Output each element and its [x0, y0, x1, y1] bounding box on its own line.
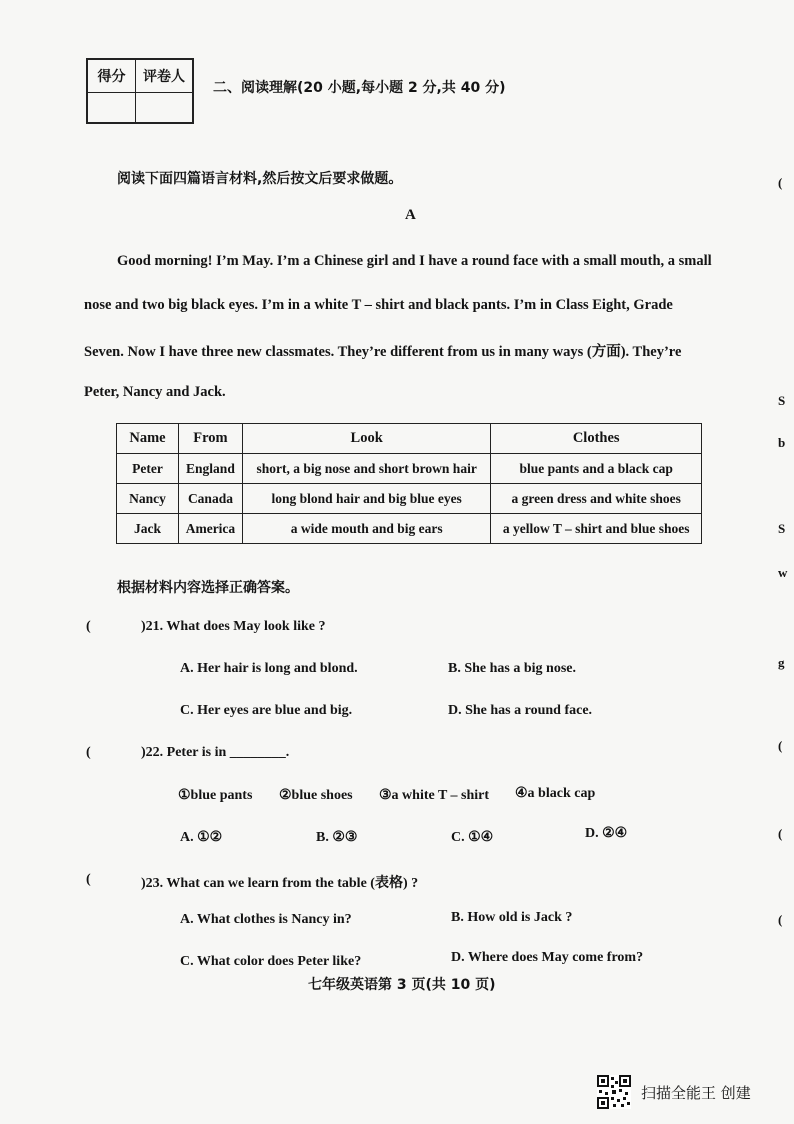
- option-a: A. What clothes is Nancy in?: [180, 912, 352, 927]
- passage-line: Peter, Nancy and Jack.: [84, 384, 226, 400]
- score-box: [86, 58, 194, 124]
- cell-clothes: a yellow T – shirt and blue shoes: [491, 514, 702, 544]
- option-a: A. Her hair is long and blond.: [180, 661, 358, 676]
- table-header-row: [117, 424, 702, 454]
- classmates-table: [116, 423, 702, 544]
- answer-paren: (: [86, 619, 91, 634]
- scanner-brand: 扫描全能王 创建: [641, 1084, 751, 1102]
- cell-from: America: [178, 514, 242, 544]
- cell-name: Peter: [117, 454, 179, 484]
- answer-paren: (: [86, 872, 91, 887]
- edge-mark: (: [778, 738, 783, 753]
- passage-line: Seven. Now I have three new classmates. They’re different from us in many ways (方面). They’re: [84, 344, 682, 360]
- edge-mark: g: [778, 655, 785, 670]
- question-21: )21. What does May look like ?: [141, 619, 326, 634]
- option-b: B. ②③: [316, 830, 358, 845]
- option-d: D. She has a round face.: [448, 703, 593, 718]
- edge-mark: w: [778, 565, 788, 580]
- cell-clothes: blue pants and a black cap: [491, 454, 702, 484]
- question-22: )22. Peter is in ________.: [141, 745, 290, 760]
- table-row: [117, 484, 702, 514]
- grader-label: 评卷人: [136, 60, 192, 93]
- qr-code-icon: [597, 1075, 631, 1109]
- edge-mark: (: [778, 826, 783, 841]
- cell-name: Nancy: [117, 484, 179, 514]
- page-footer: 七年级英语第 3 页(共 10 页): [308, 977, 496, 993]
- score-cell: [88, 93, 136, 122]
- reading-instruction: 阅读下面四篇语言材料,然后按文后要求做题。: [117, 171, 403, 187]
- item-1: ①blue pants: [178, 788, 253, 803]
- header-clothes: Clothes: [491, 424, 702, 454]
- option-d: D. ②④: [585, 826, 628, 841]
- option-c: C. ①④: [451, 830, 494, 845]
- cell-look: short, a big nose and short brown hair: [242, 454, 490, 484]
- option-b: B. She has a big nose.: [448, 661, 576, 676]
- header-from: From: [178, 424, 242, 454]
- question-23: )23. What can we learn from the table (表格) ?: [141, 876, 419, 891]
- cell-from: England: [178, 454, 242, 484]
- edge-mark: (: [778, 912, 783, 927]
- passage-letter: A: [405, 207, 416, 223]
- cell-look: a wide mouth and big ears: [242, 514, 490, 544]
- option-a: A. ①②: [180, 830, 223, 845]
- cell-name: Jack: [117, 514, 179, 544]
- section-title: 二、阅读理解(20 小题,每小题 2 分,共 40 分): [213, 80, 506, 96]
- cell-look: long blond hair and big blue eyes: [242, 484, 490, 514]
- answer-paren: (: [86, 745, 91, 760]
- edge-mark: S: [778, 393, 786, 408]
- option-b: B. How old is Jack ?: [451, 910, 573, 925]
- edge-mark: (: [778, 175, 783, 190]
- score-label: 得分: [88, 60, 136, 93]
- cell-clothes: a green dress and white shoes: [491, 484, 702, 514]
- item-3: ③a white T – shirt: [379, 788, 490, 803]
- item-2: ②blue shoes: [279, 788, 353, 803]
- option-c: C. Her eyes are blue and big.: [180, 703, 353, 718]
- passage-line: nose and two big black eyes. I’m in a white T – shirt and black pants. I’m in Class Eight, Grade: [84, 297, 673, 313]
- edge-mark: b: [778, 435, 786, 450]
- grader-cell: [136, 93, 192, 122]
- header-look: Look: [242, 424, 490, 454]
- table-row: [117, 454, 702, 484]
- header-name: Name: [117, 424, 179, 454]
- table-row: [117, 514, 702, 544]
- cell-from: Canada: [178, 484, 242, 514]
- option-c: C. What color does Peter like?: [180, 954, 362, 969]
- choose-instruction: 根据材料内容选择正确答案。: [117, 580, 299, 596]
- passage-line: Good morning! I’m May. I’m a Chinese girl and I have a round face with a small mouth, a small: [117, 253, 712, 269]
- edge-mark: S: [778, 521, 786, 536]
- item-4: ④a black cap: [515, 786, 596, 801]
- option-d: D. Where does May come from?: [451, 950, 644, 965]
